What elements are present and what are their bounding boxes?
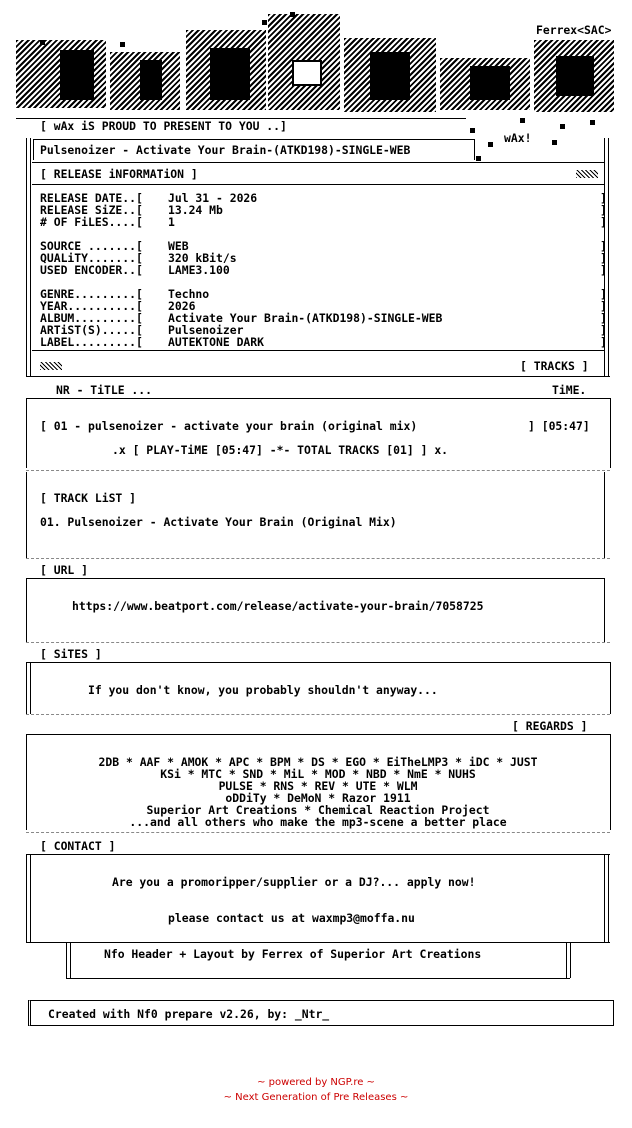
info-value: 1 bbox=[168, 215, 175, 229]
tracks-heading: [ TRACKS ] bbox=[520, 359, 589, 373]
tracklist-heading: [ TRACK LiST ] bbox=[40, 491, 137, 505]
info-close: ] bbox=[600, 191, 607, 205]
info-close: ] bbox=[600, 287, 607, 301]
regards-list bbox=[26, 756, 610, 828]
sites-text: If you don't know, you probably shouldn't anyway... bbox=[88, 683, 438, 697]
info-label: # OF FiLES....[ bbox=[40, 215, 143, 229]
info-close: ] bbox=[600, 263, 607, 277]
info-value: Techno bbox=[168, 287, 210, 301]
ngp-tagline: ~ Next Generation of Pre Releases ~ bbox=[223, 1092, 409, 1103]
info-close: ] bbox=[600, 239, 607, 253]
info-close: ] bbox=[600, 251, 607, 265]
info-value: 13.24 Mb bbox=[168, 203, 223, 217]
info-value: Pulsenoizer bbox=[168, 323, 244, 337]
regards-line: 2DB * AAF * AMOK * APC * BPM * DS * EGO * EiTheLMP3 * iDC * JUST bbox=[98, 755, 538, 769]
release-title: Pulsenoizer - Activate Your Brain-(ATKD198)-SINGLE-WEB bbox=[40, 143, 411, 157]
info-value: 2026 bbox=[168, 299, 196, 313]
total-playtime: .x [ PLAY-TiME [05:47] -*- TOTAL TRACKS [01] ] x. bbox=[112, 443, 449, 457]
tracklist-item: 01. Pulsenoizer - Activate Your Brain (Original Mix) bbox=[40, 515, 397, 529]
tracks-col-time: TiME. bbox=[552, 383, 587, 397]
contact-line-email: please contact us at waxmp3@moffa.nu bbox=[168, 911, 415, 925]
info-value: Activate Your Brain-(ATKD198)-SINGLE-WEB bbox=[168, 311, 443, 325]
info-label: ARTiST(S).....[ bbox=[40, 323, 143, 337]
powered-by-link[interactable]: ~ powered by NGP.re ~ bbox=[257, 1077, 375, 1088]
info-close: ] bbox=[600, 311, 607, 325]
regards-heading: [ REGARDS ] bbox=[512, 719, 588, 733]
sites-heading: [ SiTES ] bbox=[40, 647, 102, 661]
contact-heading: [ CONTACT ] bbox=[40, 839, 116, 853]
info-label: QUALiTY.......[ bbox=[40, 251, 143, 265]
info-value: LAME3.100 bbox=[168, 263, 230, 277]
info-value: WEB bbox=[168, 239, 189, 253]
layout-credit: Nfo Header + Layout by Ferrex of Superior Art Creations bbox=[104, 947, 482, 961]
regards-line: ...and all others who make the mp3-scene a better place bbox=[129, 815, 507, 829]
logo-tag: wAx! bbox=[504, 131, 532, 145]
hatch-decor bbox=[40, 362, 62, 370]
info-label: GENRE.........[ bbox=[40, 287, 143, 301]
header-tagline: [ wAx iS PROUD TO PRESENT TO YOU ..] bbox=[40, 119, 287, 133]
info-label: USED ENCODER..[ bbox=[40, 263, 143, 277]
info-label: YEAR..........[ bbox=[40, 299, 143, 313]
track-row: [ 01 - pulsenoizer - activate your brain (original mix) bbox=[40, 419, 418, 433]
info-value: Jul 31 - 2026 bbox=[168, 191, 258, 205]
info-close: ] bbox=[600, 299, 607, 313]
regards-line: PULSE * RNS * REV * UTE * WLM bbox=[218, 779, 418, 793]
regards-line: Superior Art Creations * Chemical Reaction Project bbox=[146, 803, 490, 817]
regards-line: KSi * MTC * SND * MiL * MOD * NBD * NmE * NUHS bbox=[160, 767, 476, 781]
hatch-decor bbox=[576, 170, 598, 178]
info-label: LABEL.........[ bbox=[40, 335, 143, 349]
info-close: ] bbox=[600, 203, 607, 217]
created-with: Created with Nf0 prepare v2.26, by: _Ntr_ bbox=[48, 1007, 330, 1021]
url-heading: [ URL ] bbox=[40, 563, 89, 577]
info-label: RELEASE SiZE..[ bbox=[40, 203, 143, 217]
info-value: 320 kBit/s bbox=[168, 251, 237, 265]
info-value: AUTEKTONE DARK bbox=[168, 335, 265, 349]
regards-line: oDDiTy * DeMoN * Razor 1911 bbox=[225, 791, 411, 805]
info-close: ] bbox=[600, 335, 607, 349]
tracks-col-title: NR - TiTLE ... bbox=[56, 383, 153, 397]
info-close: ] bbox=[600, 323, 607, 337]
release-info-heading: [ RELEASE iNFORMATiON ] bbox=[40, 167, 198, 181]
url-link[interactable]: https://www.beatport.com/release/activate-your-brain/7058725 bbox=[72, 599, 484, 613]
header-credit: Ferrex<SAC> bbox=[536, 23, 612, 37]
info-close: ] bbox=[600, 215, 607, 229]
contact-line-apply: Are you a promoripper/supplier or a DJ?... apply now! bbox=[112, 875, 476, 889]
track-time: ] [05:47] bbox=[528, 419, 590, 433]
info-label: SOURCE .......[ bbox=[40, 239, 143, 253]
info-label: ALBUM.........[ bbox=[40, 311, 143, 325]
info-label: RELEASE DATE..[ bbox=[40, 191, 143, 205]
